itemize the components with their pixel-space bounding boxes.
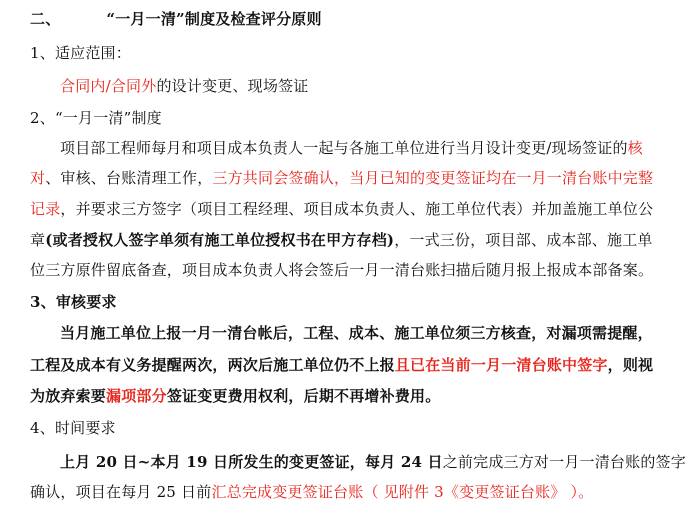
section-4-title: 4、时间要求 [30, 419, 116, 437]
text: ，则视 [607, 356, 654, 374]
bold-text: 上月 20 日~本月 19 日所发生的变更签证，每月 24 日 [60, 453, 443, 471]
section-1-title: 1、适应范围： [30, 44, 131, 62]
section-3-line-1: 当月施工单位上报一月一清台帐后，工程、成本、施工单位须三方核查，对漏项需提醒， [60, 324, 653, 342]
section-2-line-2 [30, 168, 653, 188]
text: 为放弃索要 [30, 387, 107, 405]
section-4-line-1 [60, 452, 686, 472]
bold-text: (或者授权人签字单须有施工单位授权书在甲方存档) [45, 231, 395, 249]
section-2-line-5: 位三方原件留底备查，项目成本负责人将会签后一月一清台账扫描后随月报上报成本部备案。 [30, 261, 654, 279]
text: 之前完成三方对一月一清台账的签字 [442, 453, 686, 471]
section-3-title: 3、审核要求 [30, 293, 117, 311]
highlight: 记录 [30, 200, 61, 218]
section-3-line-3 [30, 386, 440, 406]
section-2-line-3 [30, 199, 653, 219]
section-1-body [60, 76, 308, 96]
section-2-line-4 [30, 230, 653, 250]
highlight: 汇总完成变更签证台账（ 见附件 3《变更签证台账》 ）。 [211, 483, 594, 501]
scope-text: 的设计变更、现场签证 [156, 77, 309, 95]
highlight: 且已在当前一月一清台账中签字 [394, 356, 608, 374]
section-2-title: 2、“一月一清”制度 [30, 109, 162, 127]
heading-number: 二、 [30, 10, 61, 28]
highlight: 三方共同会签确认，当月已知的变更签证均在一月一清台账中完整 [212, 169, 654, 187]
section-2-line-1 [60, 138, 643, 158]
section-heading [30, 9, 322, 29]
heading-title: “一月一清”制度及检查评分原则 [106, 10, 322, 28]
text: ，并要求三方签字（项目工程经理、项目成本负责人、施工单位代表）并加盖施工单位公 [60, 200, 654, 218]
text: 项目部工程师每月和项目成本负责人一起与各施工单位进行当月设计变更/现场签证的 [60, 139, 628, 157]
text: 章 [30, 231, 46, 249]
text: ，一式三份，项目部、成本部、施工单 [394, 231, 653, 249]
section-3-line-2 [30, 355, 653, 375]
scope-highlight: 合同内/合同外 [60, 77, 157, 95]
text: 、审核、台账清理工作， [45, 169, 213, 187]
text: 工程及成本有义务提醒两次，两次后施工单位仍不上报 [30, 356, 395, 374]
section-4-line-2 [30, 482, 593, 502]
highlight: 漏项部分 [106, 387, 167, 405]
highlight: 核 [627, 139, 643, 157]
highlight: 对 [30, 169, 46, 187]
text: 签证变更费用权利，后期不再增补费用。 [166, 387, 441, 405]
text: 确认，项目在每月 25 日前 [30, 483, 212, 501]
